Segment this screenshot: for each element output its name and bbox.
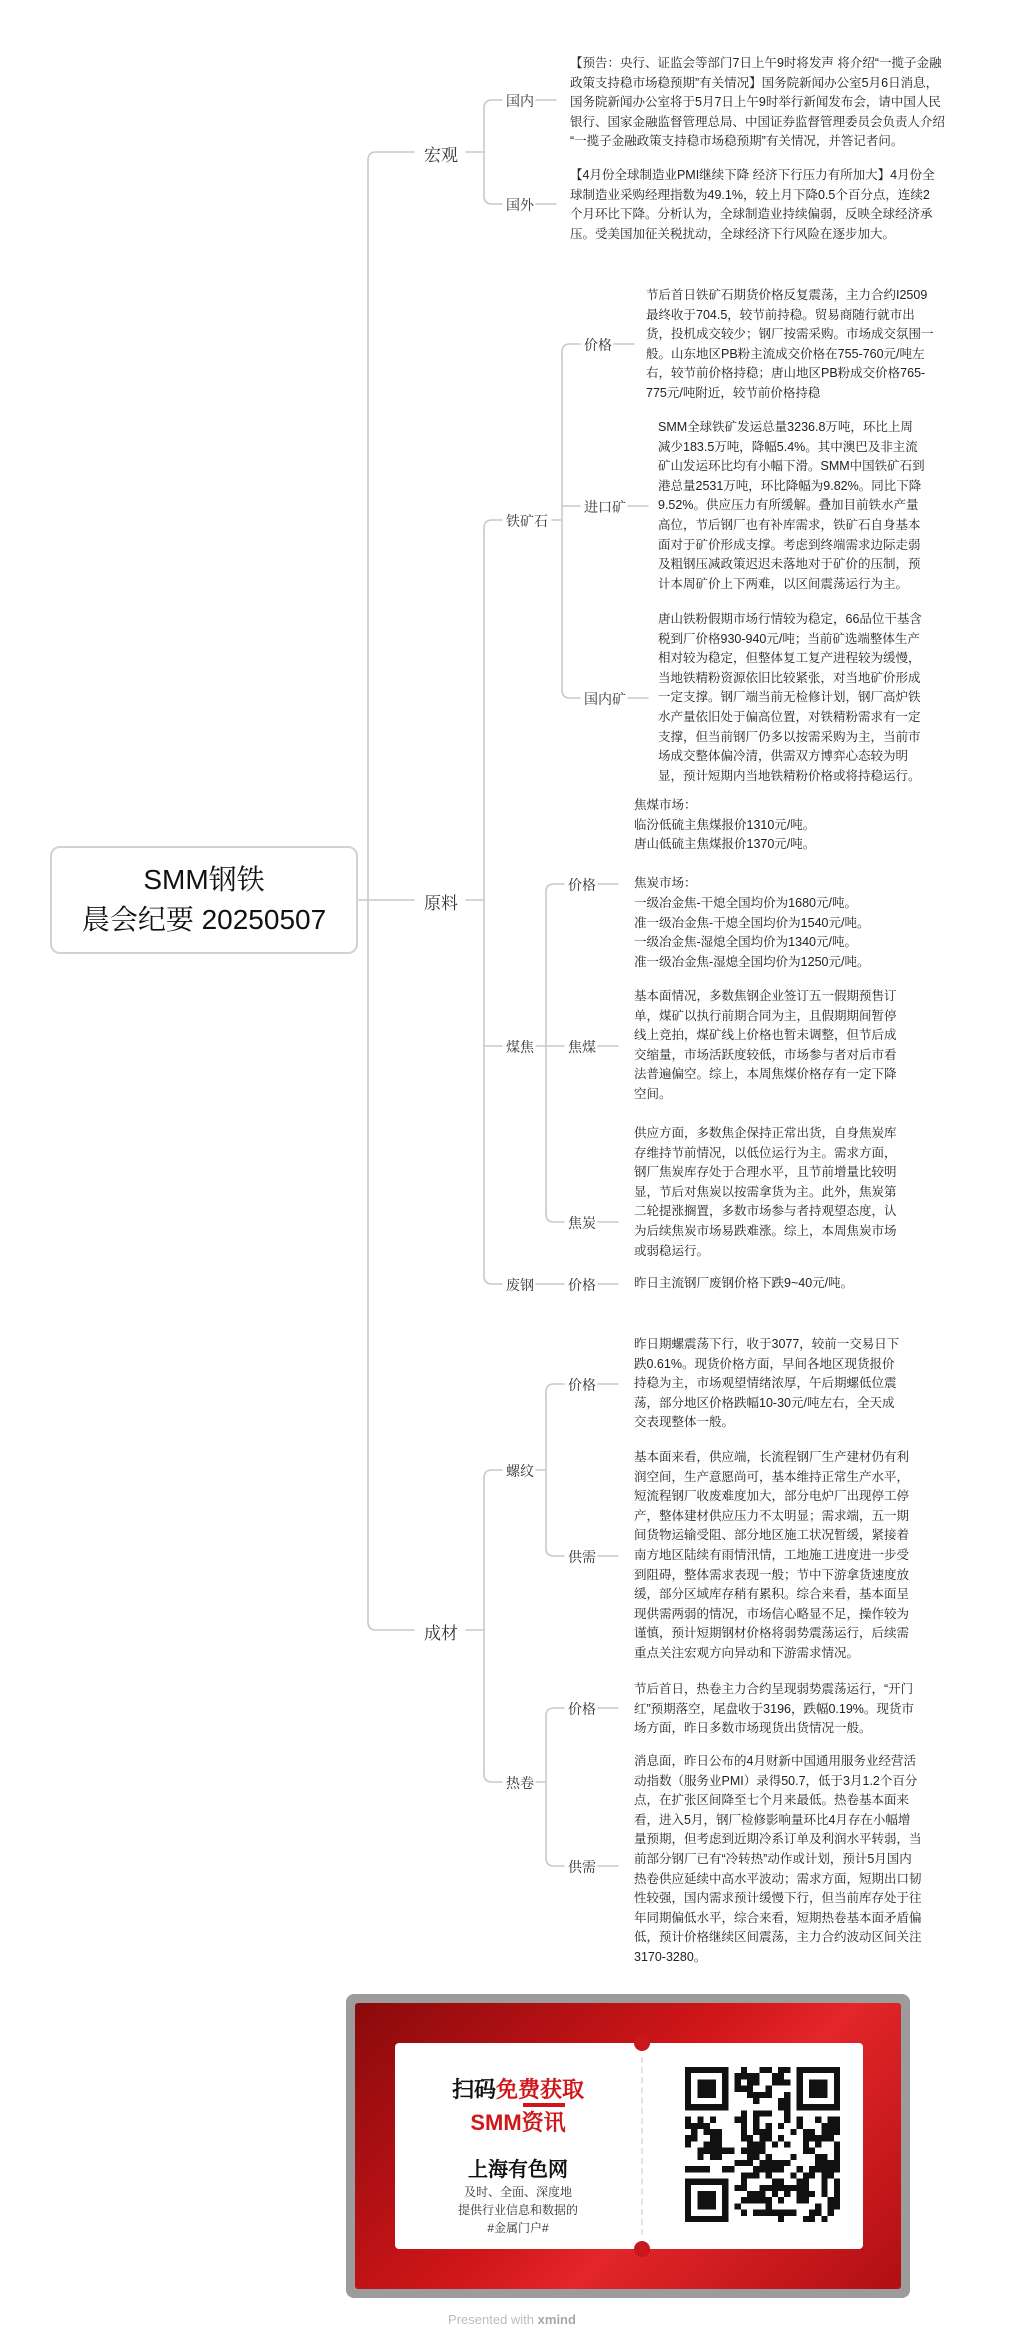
footer-prefix: Presented with <box>448 2312 535 2327</box>
text-line: 矿山发运环比均有小幅下滑。SMM中国铁矿石到 <box>658 459 925 474</box>
text-line: 当地铁精粉资源依旧比较紧张，对当地矿价形成 <box>658 670 921 685</box>
text-line: 动指数（服务业PMI）录得50.7，低于3月1.2个百分 <box>634 1773 918 1788</box>
text-line: 准一级冶金焦-干熄全国均价为1540元/吨。 <box>634 915 870 930</box>
text-line: 压。受美国加征关税扰动，全球经济下行风险在逐步加大。 <box>570 226 896 241</box>
text-line: 节后首日，热卷主力合约呈现弱势震荡运行，“开门 <box>634 1682 914 1696</box>
text-line: 高位，节后钢厂也有补库需求，铁矿石自身基本 <box>658 517 921 532</box>
text-line: 政策支持稳市场稳预期”有关情况】国务院新闻办公室5月6日消息， <box>570 75 939 90</box>
text-line: 水产量依旧处于偏高位置，对铁精粉需求有一定 <box>658 709 921 724</box>
xmind-logo: xmind <box>537 2312 576 2327</box>
leaf-rebar-supply-demand <box>634 1448 909 1664</box>
text-line: 唐山铁粉假期市场行情较为稳定，66品位干基含 <box>658 612 922 626</box>
text-line: 二轮提涨搁置，多数市场参与者持观望态度，认 <box>634 1204 897 1219</box>
text-line: SMM全球铁矿发运总量3236.8万吨，环比上周 <box>658 420 913 434</box>
text-line: “一揽子金融政策支持稳市场稳预期”有关情况，并答记者问。 <box>570 134 904 149</box>
text-line: 银行、国家金融监督管理总局、中国证券监督管理委员会负责人介绍 <box>570 114 946 129</box>
text-line: 显，预计短期内当地铁精粉价格或将持稳运行。 <box>658 768 921 783</box>
leaf-coke <box>634 1124 897 1261</box>
text-line: 场方面，昨日多数市场现货出货情况一般。 <box>634 1721 872 1736</box>
text-line: 节后首日铁矿石期货价格反复震荡，主力合约I2509 <box>646 288 928 302</box>
text-line: 南方地区陆续有雨情汛情，工地施工进度进一步受 <box>634 1547 910 1562</box>
root-title-line2: 晨会纪要 20250507 <box>81 904 327 935</box>
text-line: 谨慎，预计短期钢材价格将弱势震荡运行，后续需 <box>634 1626 910 1641</box>
text-line: 税到厂价格930-940元/吨；当前矿选端整体生产 <box>658 631 920 646</box>
text-line: 为后续焦炭市场易跌难涨。综上，本周焦炭市场 <box>634 1223 897 1238</box>
text-line: 临汾低硫主焦煤报价1310元/吨。 <box>634 817 816 832</box>
text-line: 荡，部分地区价格跌幅10-30元/吨左右，全天成 <box>634 1395 895 1410</box>
leaf-coking-coal <box>634 987 897 1105</box>
text-line: 一级冶金焦-湿熄全国均价为1340元/吨。 <box>634 935 857 950</box>
text-line: 球制造业采购经理指数为49.1%，较上月下降0.5个百分点，连续2 <box>570 187 930 202</box>
text-line: 间货物运输受阻、部分地区施工状况暂缓，紧接着 <box>634 1528 910 1543</box>
text-line: 润空间，生产意愿尚可，基本维持正常生产水平， <box>634 1469 910 1484</box>
text-line: 单，煤矿以执行前期合同为主，且假期期间暂停 <box>634 1008 897 1023</box>
text-line: 或弱稳运行。 <box>634 1243 710 1258</box>
topic-rebar-price[interactable]: 价格 <box>568 1377 596 1393</box>
text-line: 跌0.61%。现货价格方面，早间各地区现货报价 <box>634 1356 895 1371</box>
leaf-iron-ore-domestic <box>658 610 922 786</box>
text-line: 交缩量，市场活跃度较低，市场参与者对后市看 <box>634 1047 897 1062</box>
text-line: 性较强，国内需求预计缓慢下行，但当前库存处于往 <box>634 1891 922 1906</box>
topic-hrc[interactable]: 热卷 <box>506 1775 534 1791</box>
text-line: 【预告：央行、证监会等部门7日上午9时将发声 将介绍“一揽子金融 <box>570 56 942 70</box>
qr-code-icon[interactable] <box>685 2067 840 2222</box>
text-line: 前部分钢厂已有“冷转热”动作或计划，预计5月国内 <box>634 1851 912 1866</box>
presented-with-footer[interactable] <box>0 2312 1024 2327</box>
text-line: 减少183.5万吨，降幅5.4%。其中澳巴及非主流 <box>658 439 918 454</box>
text-line: 个月环比下降。分析认为，全球制造业持续偏弱，反映全球经济承 <box>570 207 933 222</box>
text-line: 法普遍偏空。综上，本周焦煤价格存有一定下降 <box>634 1067 897 1082</box>
promo-desc-line: 提供行业信息和数据的 <box>457 2203 578 2217</box>
text-line: 一定支撑。钢厂端当前无检修计划，钢厂高炉铁 <box>658 690 921 705</box>
text-line: 热卷供应延续中高水平波动；需求方面，短期出口韧 <box>634 1871 922 1886</box>
text-line: 775元/吨附近，较节前价格持稳 <box>646 385 821 400</box>
text-line: 到阻碍，整体需求表现一般；节中下游拿货速度放 <box>634 1567 910 1582</box>
ticket-notch-top <box>634 2035 650 2051</box>
topic-iron-ore-domestic[interactable]: 国内矿 <box>584 691 626 707</box>
topic-rebar[interactable]: 螺纹 <box>506 1463 534 1479</box>
topic-coal-price[interactable]: 价格 <box>568 877 596 893</box>
promo-subheadline: SMM资讯 <box>470 2110 566 2135</box>
text-line: 点，在扩张区间降至七个月来最低。热卷基本面来 <box>634 1793 910 1808</box>
spacer-line <box>634 855 869 875</box>
text-line: 面对于矿价形成支撑。考虑到终端需求边际走弱 <box>658 537 921 552</box>
text-line: 钢厂焦炭库存处于合理水平，且节前增量比较明 <box>634 1165 897 1180</box>
text-line: 供应方面，多数焦企保持正常出货，自身焦炭库 <box>634 1126 897 1140</box>
text-line: 计本周矿价上下两难，以区间震荡运行为主。 <box>658 576 909 591</box>
root-topic[interactable] <box>50 846 358 954</box>
text-line: 持稳为主，市场观望情绪浓厚，午后期螺低位震 <box>634 1376 897 1391</box>
text-line: 及粗钢压减政策迟迟未落地对于矿价的压制，预 <box>658 557 921 572</box>
topic-hrc-price[interactable]: 价格 <box>568 1701 596 1717</box>
text-line: 昨日主流钢厂废钢价格下跌9~40元/吨。 <box>634 1276 854 1290</box>
text-line: 准一级冶金焦-湿熄全国均价为1250元/吨。 <box>634 954 870 969</box>
topic-macro-domestic[interactable]: 国内 <box>506 93 534 109</box>
promo-headline-b: 免费获取 <box>496 2077 585 2102</box>
topic-scrap-price[interactable]: 价格 <box>568 1277 596 1293</box>
topic-macro-foreign[interactable]: 国外 <box>506 197 534 213</box>
text-line: 货，投机成交较少；钢厂按需采购。市场成交氛围一 <box>646 327 934 342</box>
promo-headline-a: 扫码 <box>451 2077 496 2102</box>
text-line: 红”预期落空，尾盘收于3196，跌幅0.19%。现货市 <box>634 1701 914 1716</box>
text-line: 交表现整体一般。 <box>634 1415 735 1430</box>
text-line: 相对较为稳定，但整体复工复产进程较为缓慢， <box>658 651 921 666</box>
text-line: 支撑，但当前钢厂仍多以按需采购为主，当前市 <box>658 729 921 744</box>
leaf-scrap-price <box>634 1274 853 1294</box>
text-line: 基本面情况，多数焦钢企业签订五一假期预售订 <box>634 989 897 1003</box>
topic-finished-products[interactable]: 成材 <box>424 1624 458 1643</box>
promo-card[interactable] <box>346 1994 910 2298</box>
text-line: 消息面，昨日公布的4月财新中国通用服务业经营活 <box>634 1754 916 1768</box>
promo-brand: 上海有色网 <box>468 2159 568 2181</box>
leaf-hrc-price <box>634 1680 914 1739</box>
topic-iron-ore-imported[interactable]: 进口矿 <box>584 499 626 515</box>
promo-desc-line: 及时、全面、深度地 <box>463 2185 572 2199</box>
promo-description <box>395 2183 641 2237</box>
text-line: 短流程钢厂收废难度加大，部分电炉厂出现停工停 <box>634 1489 910 1504</box>
text-line: 国务院新闻办公室将于5月7日上午9时举行新闻发布会，请中国人民 <box>570 95 941 110</box>
leaf-rebar-price <box>634 1335 899 1433</box>
leaf-iron-ore-price <box>646 286 934 404</box>
topic-iron-ore-price[interactable]: 价格 <box>584 337 612 353</box>
topic-coking-coal[interactable]: 焦煤 <box>568 1039 596 1055</box>
leaf-macro-domestic <box>570 54 945 152</box>
root-title-line1: SMM钢铁 <box>143 864 265 895</box>
text-line: 焦炭市场： <box>634 876 697 891</box>
text-line: 9.52%。供应压力有所缓解。叠加目前铁水产量 <box>658 498 919 513</box>
promo-ticket <box>395 2043 863 2249</box>
text-line: 看，进入5月，钢厂检修影响量环比4月存在小幅增 <box>634 1812 911 1827</box>
topic-scrap[interactable]: 废钢 <box>506 1277 534 1293</box>
text-line: 一级冶金焦-干熄全国均价为1680元/吨。 <box>634 895 857 910</box>
text-line: 最终收于704.5，较节前持稳。贸易商随行就市出 <box>646 307 915 322</box>
text-line: 唐山低硫主焦煤报价1370元/吨。 <box>634 837 816 852</box>
promo-red-background <box>355 2003 901 2289</box>
text-line: 焦煤市场： <box>634 798 697 812</box>
topic-iron-ore[interactable]: 铁矿石 <box>506 513 548 529</box>
text-line: 港总量2531万吨，环比降幅为9.82%。同比下降 <box>658 478 922 493</box>
text-line: 昨日期螺震荡下行，收于3077，较前一交易日下 <box>634 1337 900 1351</box>
topic-coal-coke[interactable]: 煤焦 <box>506 1039 534 1055</box>
text-line: 【4月份全球制造业PMI继续下降 经济下行压力有所加大】4月份全 <box>570 168 935 182</box>
text-line: 3170-3280。 <box>634 1949 707 1964</box>
text-line: 年同期偏低水平，综合来看，短期热卷基本面矛盾偏 <box>634 1910 922 1925</box>
text-line: 场成交整体偏冷清，供需双方博弈心态较为明 <box>658 749 909 764</box>
text-line: 缓，部分区域库存稍有累积。综合来看，基本面呈 <box>634 1587 910 1602</box>
leaf-iron-ore-imported <box>658 418 925 594</box>
leaf-macro-foreign <box>570 166 935 244</box>
promo-headline <box>395 2073 641 2104</box>
topic-rebar-supply-demand[interactable]: 供需 <box>568 1549 596 1565</box>
text-line: 产，整体建材供应压力不太明显；需求端，五一期 <box>634 1508 910 1523</box>
topic-raw-materials[interactable]: 原料 <box>424 894 458 913</box>
text-line: 空间。 <box>634 1086 672 1101</box>
text-line: 低，预计价格继续区间震荡，主力合约波动区间关注 <box>634 1930 922 1945</box>
text-line: 右，较节前价格持稳；唐山地区PB粉成交价格765- <box>646 366 926 381</box>
topic-macro[interactable]: 宏观 <box>424 146 458 165</box>
text-line: 存维持节前情况，以低位运行为主。需求方面， <box>634 1145 897 1160</box>
ticket-divider <box>641 2057 643 2235</box>
ticket-notch-bottom <box>634 2241 650 2257</box>
leaf-hrc-supply-demand <box>634 1752 922 1968</box>
text-line: 显，节后对焦炭以按需拿货为主。此外，焦炭第 <box>634 1184 897 1199</box>
text-line: 重点关注宏观方向异动和下游需求情况。 <box>634 1645 860 1660</box>
leaf-coal-price <box>634 796 869 972</box>
text-line: 线上竞拍，煤矿线上价格也暂未调整，但节后成 <box>634 1028 897 1043</box>
text-line: 基本面来看，供应端，长流程钢厂生产建材仍有利 <box>634 1450 910 1464</box>
topic-hrc-supply-demand[interactable]: 供需 <box>568 1859 596 1875</box>
promo-desc-line: #金属门户# <box>487 2221 549 2235</box>
topic-coke[interactable]: 焦炭 <box>568 1215 596 1231</box>
text-line: 般。山东地区PB粉主流成交价格在755-760元/吨左 <box>646 346 925 361</box>
text-line: 现供需两弱的情况，市场信心略显不足，操作较为 <box>634 1606 910 1621</box>
text-line: 量预期，但考虑到近期冷系订单及利润水平转弱，当 <box>634 1832 922 1847</box>
